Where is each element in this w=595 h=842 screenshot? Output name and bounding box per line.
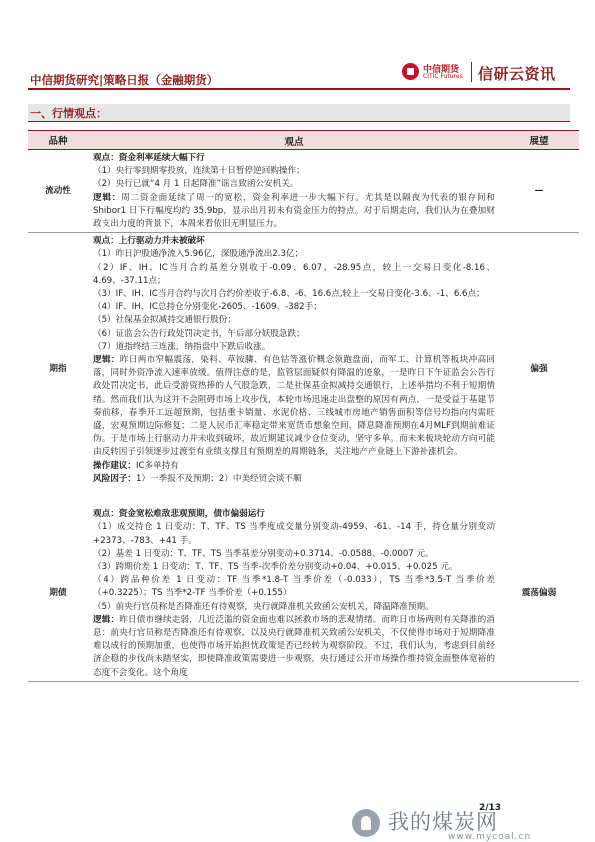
line-text: （6）证监会公告行政处罚决定书，午后部分妖股急跌；: [93, 328, 305, 339]
line-text: （3）跨期价差 1 日变动：T、TF、TS 当季-次季价差分别变动+0.04、+0.015、+0.025 元。: [93, 562, 458, 573]
view-line: [93, 288, 495, 301]
view-line: [93, 354, 495, 460]
watermark: [352, 808, 592, 842]
view-line: [93, 561, 495, 574]
citic-futures-logo: [402, 61, 468, 83]
line-text: 观点：资金利率延续大幅下行: [93, 153, 205, 163]
row-outlook: —: [499, 150, 579, 233]
line-text: （4）跨品种价差 1 日变动：TF 当季*1.8-T 当季价差（-0.033），TS 当季*3.5-T 当季价差（+0.3225）；TS 当季*2-TF 当季价差（+0.155）: [93, 575, 495, 599]
line-text: （1）成交持仓 1 日变动：T、TF、TS 当季度成交量分别变动-4959、-61、-14 手，持仓量分别变动+2373、-783、+41 手。: [93, 522, 495, 546]
row-outlook: 震荡偏弱: [499, 506, 579, 681]
view-line: [93, 548, 495, 561]
line-text: （5）社保基金拟减持交通银行股份；: [93, 315, 236, 326]
row-category: 期指: [49, 364, 67, 375]
line-text: （3）IF、IH、IC当月合约与次月合约价差收于-6.8、-6、16.6点,较上一交易日变化-3.6、-1、6.6点；: [93, 289, 485, 300]
column-header-view: 观点: [88, 131, 499, 150]
column-header-category: 品种: [28, 131, 88, 150]
line-text: （2）基差 1 日变动：T、TF、TS 当季基差分别变动+0.3714、-0.0588、-0.0007 元。: [93, 548, 434, 559]
row-category: 期债: [28, 506, 88, 681]
section-bar: [28, 104, 570, 122]
line-text: 观点：资金宽松难敌悲观预期，债市偏弱运行: [93, 509, 265, 520]
line-label: 逻辑：: [93, 614, 120, 625]
view-line: [93, 178, 495, 191]
watermark-text: 我的煤炭网: [388, 810, 498, 834]
view-line: [93, 328, 495, 341]
view-line: [93, 601, 495, 614]
view-line: [93, 341, 495, 354]
line-text: （5）前央行官员称是否降准还有待观察，央行就降准机关致函公安机关，降温降准预期。: [93, 601, 434, 612]
brand-logo-text: 信研云资讯: [478, 65, 556, 83]
view-line: [93, 301, 495, 314]
line-text: （2）IF、IH、IC当月合约基差分别收于-0.09、6.07、-28.95点，较上一交易日变化-8.16、4.69、-37.11点；: [93, 262, 495, 286]
view-line: [93, 235, 495, 248]
table-body: [28, 150, 579, 682]
section-title: 一、行情观点：: [30, 107, 107, 120]
view-line: [93, 248, 495, 261]
line-text: 周二资金面延续了周一的宽松，资金利率进一步大幅下行。尤其是以隔夜为代表的银存间和 Shibor1 日下行幅度均约 35.9bp，显示出月初未有资金压力的特点。对于后期走向，我们认为在叠加财政支出力度的背景下，本周来看依旧无明显压力。: [93, 192, 495, 230]
logo-cn-text: 中信期货: [423, 65, 460, 75]
header-rule: [28, 88, 570, 90]
column-header-outlook: 展望: [499, 131, 579, 150]
line-label: 风险因子：: [93, 473, 136, 484]
view-line: [93, 614, 495, 680]
line-text: 1）一季报不及预期；2）中美经贸会谈不顺: [135, 473, 302, 484]
view-line: [93, 574, 495, 600]
view-line: [93, 521, 495, 547]
row-outlook: 偏强: [530, 364, 548, 375]
line-text: IC多单持有: [135, 460, 179, 471]
row-category: 流动性: [28, 150, 88, 233]
table-row: [28, 506, 579, 681]
citic-logo-icon: [402, 63, 419, 80]
page-number: 2/13: [479, 803, 502, 813]
view-line: [93, 508, 495, 521]
coal-logo-icon: [352, 809, 380, 837]
line-label: 逻辑：: [93, 192, 122, 203]
watermark-url: www.mycoal.cn: [448, 832, 532, 842]
line-text: （2）央行已就“4 月 1 日起降准”谣言致函公安机关。: [93, 179, 299, 190]
row-view: [88, 233, 499, 507]
line-label: 逻辑：: [93, 355, 120, 366]
view-line: [93, 165, 495, 178]
view-line: [93, 314, 495, 327]
logo-divider: [471, 62, 472, 82]
line-text: （1）昨日沪股通净流入5.96亿，深股通净流出2.3亿；: [93, 249, 304, 260]
row-view: [88, 506, 499, 681]
row-view: [88, 150, 499, 233]
table-header-row: [28, 131, 579, 150]
line-text: 昨日两市窄幅震荡，染料、草铵膦、有色钴等涨价概念领跑盘面，而军工、计算机等板块冲高回落，同时外资净流入速率放缓。值得注意的是，监管层面疑似有降温的迹象，一是昨日下午证监会公告行政处罚决定书，此后受游资热捧的人气股急跌，二是社保基金拟减持交通银行，上述举措均不利于短期情绪。然而我们认为这并不会阻碍市场上攻步伐，本轮市场迅速走出盘整的原因有两点，一是受益于基建节奏前移，春季开工远超预期，包括重卡销量、水泥价格、三线城市房地产销售面积等信号均指向内需旺盛，宏观预期边际修复；二是人民币汇率稳定带来宽货币想象空间，降息降准预期在4月MLF到期前难证伪。于是市场上行驱动力并未收到破坏，故近期建议减少仓位变动，坚守多单。而未来板块轮动方向可能由反转因子引领逐步过渡至有业绩支撑且有预期差的周期链条，关注地产产业链上下游补涨机会。: [93, 355, 495, 458]
line-label: 操作建议：: [93, 460, 136, 471]
line-text: 观点：上行驱动力并未被破坏: [93, 236, 205, 247]
market-view-table: [28, 130, 579, 682]
table-row: [28, 233, 579, 507]
line-text: （7）道指终结三连涨，纳指盘中下跌后收涨。: [93, 341, 271, 352]
report-title: 中信期货研究|策略日报（金融期货）: [30, 73, 219, 87]
view-line: [93, 460, 495, 473]
line-text: （4）IF、IH、IC总持仓分别变化-2605、-1609、-382手；: [93, 302, 322, 313]
view-line: [93, 192, 495, 232]
view-line: [93, 262, 495, 288]
logo-en-text: CITIC Futures: [423, 73, 463, 80]
page-header: [0, 0, 595, 92]
line-text: 昨日债市继续走弱，几近泛滥的资金面也难以拯救市场的悲观情绪。而昨日市场两则有关降准的消息：前央行官员称是否降准还有待观察，以及央行就降准机关致函公安机关，不仅使得市场对于短期降准难以成行的预期加重，也使得市场开始担忧政策是否已经转为观察阶段。不过，我们认为，考虑到目前经济企稳的步伐尚未踏坚实，即使降准政策需要进一步观察，央行通过公开市场操作维持资金面整体宽裕的态度不会变化。这个角度: [93, 614, 495, 678]
view-line: [93, 152, 495, 165]
table-row: [28, 150, 579, 233]
view-line: [93, 473, 495, 486]
line-text: （1）央行零到期零投放，连续第十日暂停逆回购操作；: [93, 166, 305, 177]
